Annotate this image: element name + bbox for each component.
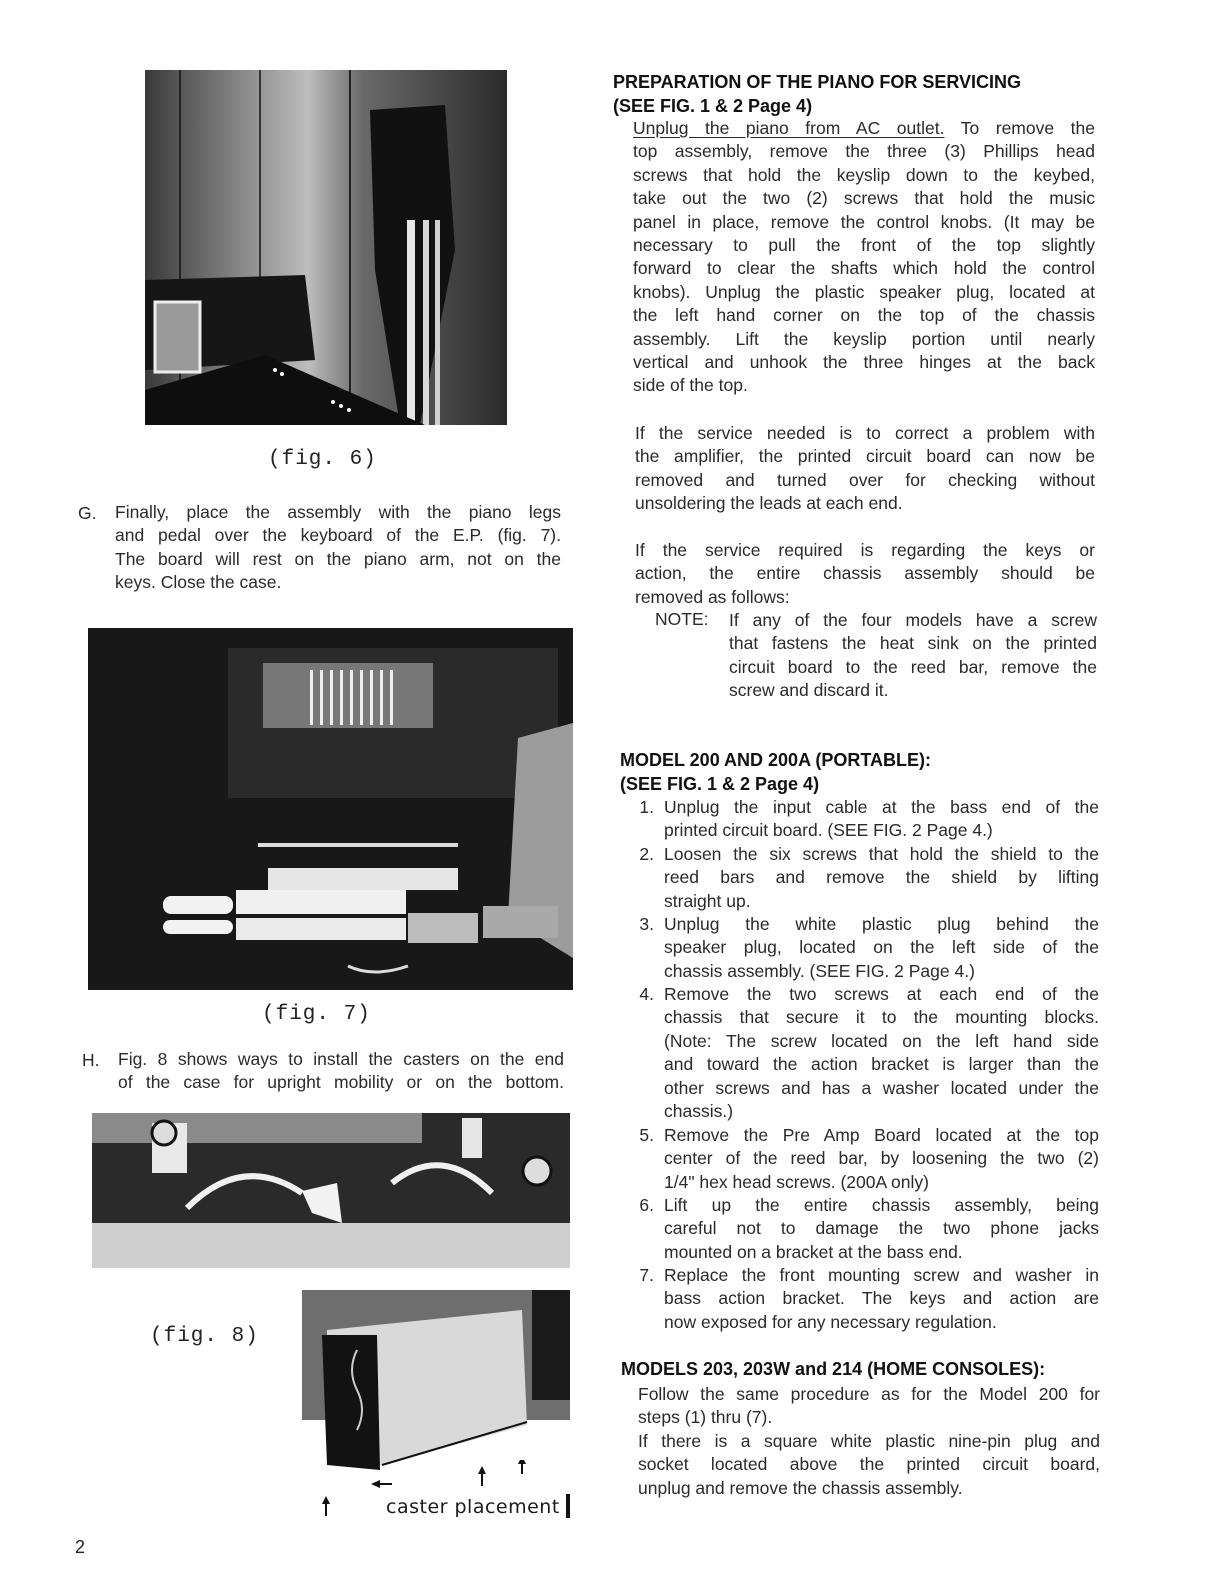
step-text: Remove the two screws at each end of the chassis that secure it to the mounting blocks. (Note: The screw located on the left hand side and toward the action bracket is larger than the other screws and has a washer located under the chassis.) xyxy=(664,984,1099,1122)
step-3 xyxy=(630,913,1100,983)
step-number: 7. xyxy=(639,1265,654,1285)
fig-8-caption: (fig. 8) xyxy=(150,1325,259,1348)
arrow-up-icon xyxy=(478,1466,486,1486)
heading-line: MODEL 200 AND 200A (PORTABLE): xyxy=(620,750,932,770)
arrow-left-icon xyxy=(371,1480,392,1488)
prep-line: necessary to pull the front of the top slightly xyxy=(633,235,1095,256)
section-model-200-heading xyxy=(620,749,1090,796)
step-h-marker: H. xyxy=(82,1050,100,1070)
step-5 xyxy=(630,1124,1100,1194)
prep-line: action, the entire chassis assembly should be xyxy=(635,563,1095,584)
step-number: 3. xyxy=(639,914,654,934)
fig-8-bottom-photo xyxy=(302,1290,570,1485)
arrow-up-icon xyxy=(322,1496,330,1516)
arrow-up-icon xyxy=(518,1460,526,1474)
step-number: 6. xyxy=(639,1195,654,1215)
prep-line: top assembly, remove the three (3) Phillips head xyxy=(633,141,1095,162)
step-text: Remove the Pre Amp Board located at the top center of the reed bar, by loosening the two (2) 1/4" hex head screws. (200A only) xyxy=(664,1125,1099,1192)
prep-line: screws that hold the keyslip down to the keybed, xyxy=(633,164,1095,185)
step-g-marker: G. xyxy=(78,503,97,523)
prep-line: panel in place, remove the control knobs. (It may be xyxy=(633,211,1095,232)
step-text: Loosen the six screws that hold the shield to the reed bars and remove the shield by lifting straight up. xyxy=(664,844,1099,911)
consoles-line: socket located above the printed circuit board, xyxy=(638,1454,1100,1475)
fig-8-label: caster placement xyxy=(386,1496,560,1518)
prep-line: If the service required is regarding the keys or xyxy=(635,540,1095,560)
prep-line: side of the top. xyxy=(633,375,748,396)
step-g-line: and pedal over the keyboard of the E.P. (fig. 7). xyxy=(115,525,561,546)
step-6 xyxy=(630,1194,1100,1264)
prep-paragraph-3 xyxy=(635,539,1095,609)
fig-6-photo xyxy=(145,70,507,425)
step-number: 4. xyxy=(639,984,654,1004)
prep-line: If the service needed is to correct a problem with xyxy=(635,423,1095,443)
heading-line: (SEE FIG. 1 & 2 Page 4) xyxy=(620,773,820,794)
prep-line: forward to clear the shafts which hold the control xyxy=(633,258,1095,279)
page-number: 2 xyxy=(75,1537,86,1557)
prep-paragraph-2 xyxy=(635,422,1095,516)
step-7 xyxy=(630,1264,1100,1334)
consoles-line: Follow the same procedure as for the Model 200 for xyxy=(638,1384,1100,1404)
fig-7-photo xyxy=(88,628,573,990)
prep-line: the left hand corner on the top of the chassis xyxy=(633,305,1095,326)
note-line: circuit board to the reed bar, remove the xyxy=(729,656,1097,677)
step-text: Replace the front mounting screw and washer in bass action bracket. The keys and action are now exposed for any necessary regulation. xyxy=(664,1265,1099,1332)
step-4 xyxy=(630,983,1100,1124)
fig-7-caption: (fig. 7) xyxy=(262,1003,371,1026)
fig-6-caption: (fig. 6) xyxy=(268,448,377,471)
step-h-line: of the case for upright mobility or on the bottom. xyxy=(118,1072,564,1093)
prep-line: vertical and unhook the three hinges at the back xyxy=(633,352,1095,373)
prep-line: unsoldering the leads at each end. xyxy=(635,493,903,514)
step-text: Unplug the input cable at the bass end of the printed circuit board. (SEE FIG. 2 Page 4.) xyxy=(664,797,1099,841)
step-h-line: Fig. 8 shows ways to install the casters on the end xyxy=(118,1049,564,1069)
step-number: 1. xyxy=(639,797,654,817)
step-number: 5. xyxy=(639,1125,654,1145)
prep-line: removed as follows: xyxy=(635,586,790,607)
prep-line: assembly. Lift the keyslip portion until nearly xyxy=(633,328,1095,349)
caster-arrows xyxy=(300,1460,580,1530)
heading-line: PREPARATION OF THE PIANO FOR SERVICING xyxy=(613,72,1022,92)
step-g-line: Finally, place the assembly with the piano legs xyxy=(115,502,561,522)
marker-bar xyxy=(566,1494,570,1518)
note-label: NOTE: xyxy=(655,609,709,629)
prep-line: removed and turned over for checking without xyxy=(635,469,1095,490)
step-text: Unplug the white plastic plug behind the speaker plug, located on the left side of the chassis assembly. (SEE FIG. 2 Page 4.) xyxy=(664,914,1099,981)
home-consoles-text xyxy=(638,1383,1100,1500)
fig-8-top-photo xyxy=(92,1113,570,1268)
consoles-line: If there is a square white plastic nine-pin plug and xyxy=(638,1430,1100,1451)
prep-line: Unplug the piano from AC outlet. To remove the xyxy=(633,118,1095,138)
consoles-line: steps (1) thru (7). xyxy=(638,1407,773,1428)
note-text xyxy=(729,609,1097,703)
unplug-warning: Unplug the piano from AC outlet. xyxy=(633,118,945,138)
step-h-text xyxy=(118,1048,564,1095)
prep-line: the amplifier, the printed circuit board can now be xyxy=(635,446,1095,467)
step-g-line: The board will rest on the piano arm, not on the xyxy=(115,548,561,569)
note-line: screw and discard it. xyxy=(729,680,889,701)
step-1 xyxy=(630,796,1100,843)
consoles-line: unplug and remove the chassis assembly. xyxy=(638,1477,963,1498)
step-text: Lift up the entire chassis assembly, being careful not to damage the two phone jacks mounted on a bracket at the bass end. xyxy=(664,1195,1099,1262)
section-prep-heading xyxy=(613,71,1093,118)
heading-line: (SEE FIG. 1 & 2 Page 4) xyxy=(613,95,813,116)
step-number: 2. xyxy=(639,844,654,864)
note-line: If any of the four models have a screw xyxy=(729,610,1097,630)
step-g-text xyxy=(115,501,561,595)
step-g-line: keys. Close the case. xyxy=(115,572,282,593)
prep-paragraph-1 xyxy=(633,117,1095,398)
note-line: that fastens the heat sink on the printed xyxy=(729,633,1097,654)
step-2 xyxy=(630,843,1100,913)
section-home-consoles-heading: MODELS 203, 203W and 214 (HOME CONSOLES): xyxy=(621,1359,1046,1379)
prep-line: take out the two (2) screws that hold the music xyxy=(633,188,1095,209)
prep-line: knobs). Unplug the plastic speaker plug, located at xyxy=(633,281,1095,302)
